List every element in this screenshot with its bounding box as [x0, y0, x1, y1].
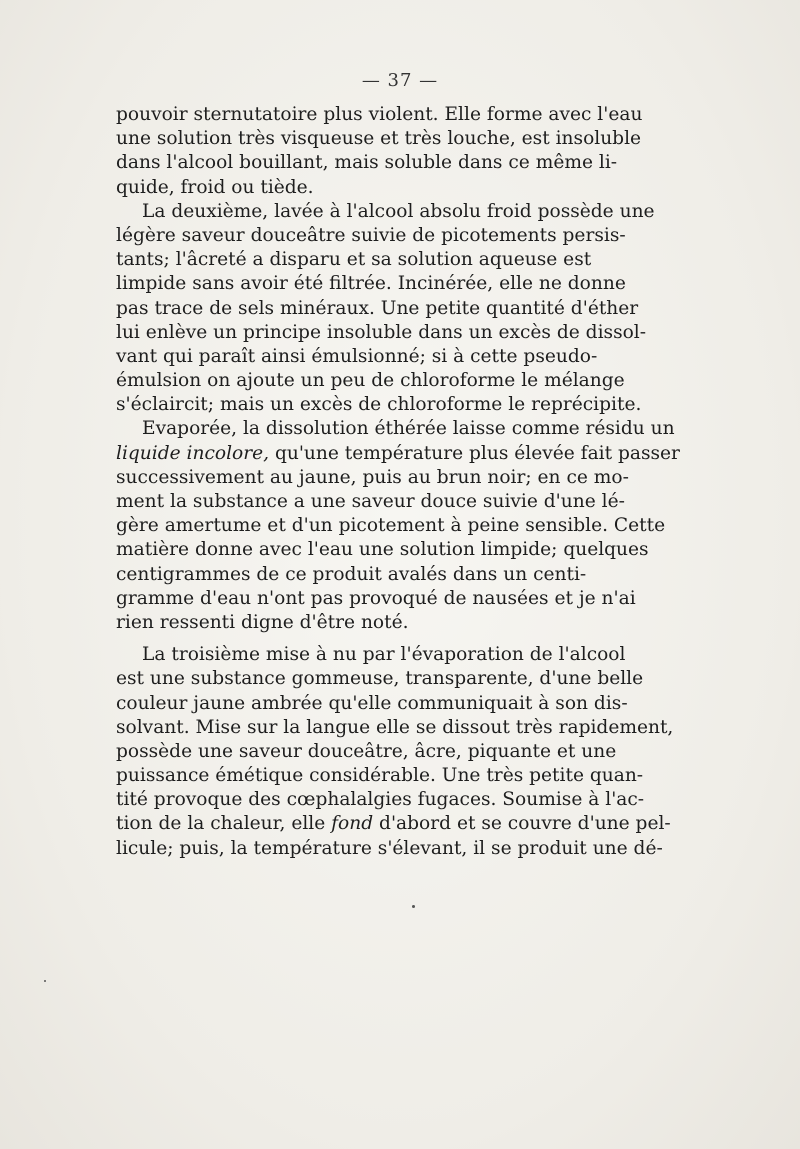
text-line: limpide sans avoir été filtrée. Incinérée, elle ne donne — [116, 273, 626, 295]
text-line: est une substance gommeuse, transparente, d'une belle — [116, 668, 644, 690]
text-line-with-italic — [116, 812, 671, 836]
text-line: gère amertume et d'un picotement à peine sensible. Cette — [116, 515, 666, 537]
text-line: couleur jaune ambrée qu'elle communiquait à son dis- — [116, 692, 628, 714]
text-fragment: d'abord et se couvre d'une pel- — [379, 813, 671, 835]
text-line: légère saveur douceâtre suivie de picotements persis- — [116, 224, 626, 246]
text-line: La troisième mise à nu par l'évaporation de l'alcool — [142, 644, 626, 666]
text-line: pas trace de sels minéraux. Une petite quantité d'éther — [116, 297, 639, 319]
text-line: ment la substance a une saveur douce suivie d'une lé- — [116, 491, 625, 512]
text-line: Evaporée, la dissolution éthérée laisse comme résidu un — [142, 418, 675, 440]
text-line: centigrammes de ce produit avalés dans un centi- — [116, 563, 587, 585]
page-number: — 37 — — [361, 70, 439, 91]
text-line-with-italic — [116, 442, 680, 466]
text-line: pouvoir sternutatoire plus violent. Elle forme avec l'eau — [116, 104, 643, 125]
text-line: vant qui paraît ainsi émulsionné; si à cette pseudo- — [116, 345, 598, 367]
text-line: émulsion on ajoute un peu de chloroforme le mélange — [116, 370, 625, 392]
body-text — [116, 103, 680, 861]
text-line: licule; puis, la température s'élevant, il se produit une dé- — [116, 837, 663, 859]
text-fragment: qu'une température plus élevée fait passer — [274, 442, 680, 464]
text-line: dans l'alcool bouillant, mais soluble dans ce même li- — [116, 152, 618, 174]
text-line: tants; l'âcreté a disparu et sa solution aqueuse est — [116, 249, 592, 271]
text-line: une solution très visqueuse et très louche, est insoluble — [116, 128, 642, 150]
text-line: successivement au jaune, puis au brun noir; en ce mo- — [116, 466, 629, 488]
text-line: solvant. Mise sur la langue elle se dissout très rapidement, — [116, 716, 674, 738]
text-line: s'éclaircit; mais un excès de chloroforme le reprécipite. — [116, 394, 642, 416]
text-line: matière donne avec l'eau une solution limpide; quelques — [116, 539, 649, 561]
paper-speck — [412, 905, 415, 908]
paper-speck — [44, 980, 46, 982]
text-line: rien ressenti digne d'être noté. — [116, 611, 409, 633]
text-line: tité provoque des cœphalalgies fugaces. Soumise à l'ac- — [116, 789, 645, 811]
text-line: possède une saveur douceâtre, âcre, piquante et une — [116, 740, 617, 762]
italic-phrase: liquide incolore, — [116, 442, 270, 464]
text-line: lui enlève un principe insoluble dans un excès de dissol- — [116, 321, 647, 343]
italic-word: fond — [331, 813, 374, 835]
text-line: gramme d'eau n'ont pas provoqué de nausées et je n'ai — [116, 587, 636, 609]
text-line: quide, froid ou tiède. — [116, 176, 314, 198]
text-line: puissance émétique considérable. Une très petite quan- — [116, 765, 644, 787]
text-line: La deuxième, lavée à l'alcool absolu froid possède une — [142, 200, 655, 222]
text-fragment: tion de la chaleur, elle — [116, 813, 326, 835]
